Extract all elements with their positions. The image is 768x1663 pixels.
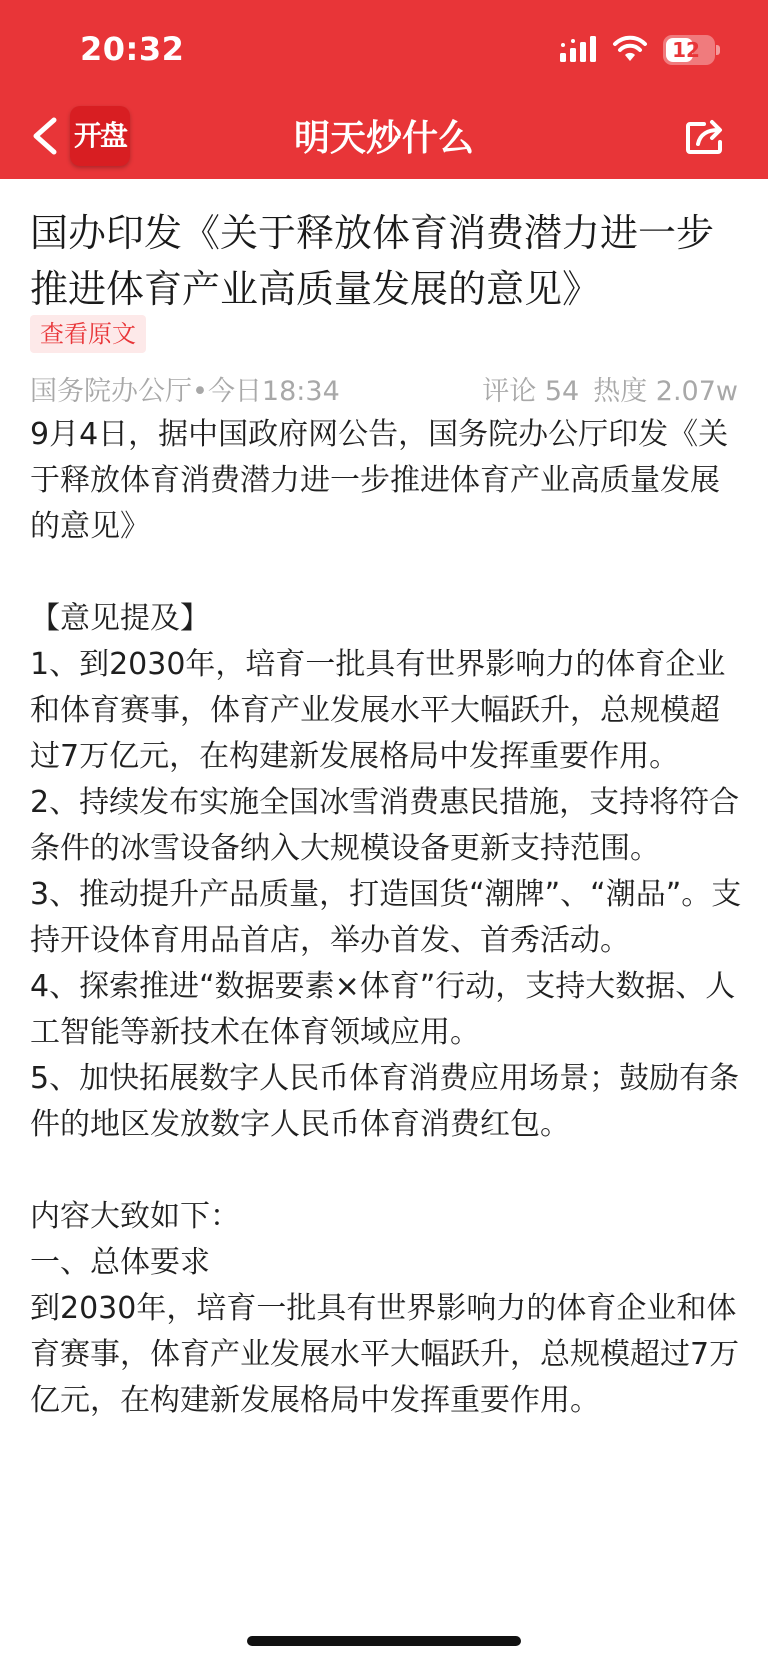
- paragraph: 9月4日，据中国政府网公告，国务院办公厅印发《关于释放体育消费潜力进一步推进体育产业高质量发展的意见》: [30, 417, 729, 544]
- battery-tip: [716, 45, 720, 55]
- battery-level: 12: [672, 38, 700, 62]
- article-stats: [468, 369, 738, 408]
- share-icon[interactable]: [684, 116, 728, 156]
- paragraph: 5、加快拓展数字人民币体育消费应用场景；鼓励有条件的地区发放数字人民币体育消费红包。: [30, 1061, 740, 1142]
- page-title: 明天炒什么: [293, 118, 474, 159]
- paragraph: [30, 550, 746, 596]
- paragraph: 【意见提及】: [30, 601, 210, 636]
- battery-icon: [663, 35, 715, 65]
- wifi-icon: [612, 35, 648, 63]
- heat-count: 热度 2.07w: [593, 376, 738, 407]
- paragraph: 3、推动提升产品质量，打造国货“潮牌”、“潮品”。支持开设体育用品首店，举办首发、首秀活动。: [30, 877, 742, 958]
- paragraph: 内容大致如下：: [30, 1199, 240, 1234]
- paragraph: 一、总体要求: [30, 1245, 210, 1280]
- home-indicator[interactable]: [247, 1636, 521, 1646]
- paragraph: 2、持续发布实施全国冰雪消费惠民措施，支持将符合条件的冰雪设备纳入大规模设备更新支持范围。: [30, 785, 740, 866]
- article-body: [30, 412, 746, 1424]
- app-badge[interactable]: 开盘: [70, 106, 130, 166]
- article-title: 国办印发《关于释放体育消费潜力进一步推进体育产业高质量发展的意见》: [30, 211, 715, 311]
- top-bar: [0, 0, 768, 179]
- article-source: 国务院办公厅: [30, 376, 192, 407]
- paragraph: [30, 1148, 746, 1194]
- article-time: 今日18:34: [207, 376, 340, 407]
- comment-count[interactable]: 评论 54: [482, 376, 580, 407]
- meta-separator: •: [192, 376, 208, 407]
- status-time: 20:32: [80, 30, 185, 68]
- article-source-time: [30, 369, 340, 408]
- view-original-button[interactable]: 查看原文: [30, 315, 146, 353]
- paragraph: 4、探索推进“数据要素×体育”行动，支持大数据、人工智能等新技术在体育领域应用。: [30, 969, 736, 1050]
- paragraph: 到2030年，培育一批具有世界影响力的体育企业和体育赛事，体育产业发展水平大幅跃升，总规模超过7万亿元，在构建新发展格局中发挥重要作用。: [30, 1291, 740, 1418]
- paragraph: 1、到2030年，培育一批具有世界影响力的体育企业和体育赛事，体育产业发展水平大幅跃升，总规模超过7万亿元，在构建新发展格局中发挥重要作用。: [30, 647, 726, 774]
- signal-icon: [560, 36, 600, 62]
